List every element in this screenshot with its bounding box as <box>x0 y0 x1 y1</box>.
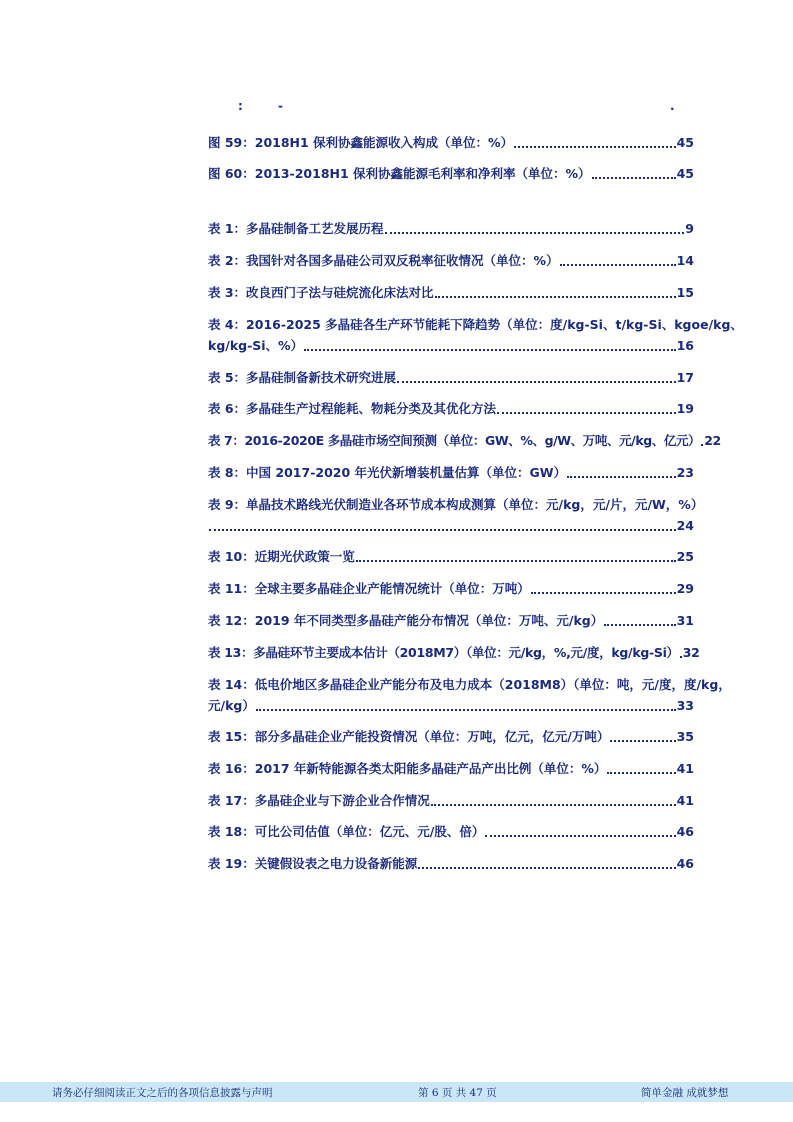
toc-entry-table-8[interactable] <box>208 464 694 482</box>
toc-entry-page: 32 <box>682 645 700 660</box>
dot-leader <box>397 380 676 383</box>
toc-entry-table-2[interactable] <box>208 252 694 270</box>
dot-leader <box>431 803 676 806</box>
toc-entry-page: 22 <box>704 433 721 448</box>
toc-entry-page: 41 <box>676 761 694 776</box>
toc-entry-label: 表 18：可比公司估值（单位：亿元、元/股、倍） <box>208 824 485 839</box>
toc-entry-page: 15 <box>676 285 694 300</box>
toc-entry-page: 9 <box>685 221 694 236</box>
toc-entry-page: 19 <box>676 401 694 416</box>
dot-leader <box>485 834 675 837</box>
header-dash: - <box>278 99 283 113</box>
toc-entry-table-6[interactable] <box>208 400 694 418</box>
toc-entry-label: 表 11：全球主要多晶硅企业产能情况统计（单位：万吨） <box>208 581 530 596</box>
toc-entry-page: 25 <box>676 549 694 564</box>
toc-entry-page: 23 <box>676 465 694 480</box>
toc-entry-page: 31 <box>676 613 694 628</box>
toc-entry-table-18[interactable] <box>208 823 694 841</box>
toc-entry-table-9[interactable] <box>208 496 704 535</box>
footer-slogan: 简单金融 成就梦想 <box>641 1087 729 1099</box>
dot-leader <box>604 623 675 626</box>
dot-leader <box>304 348 676 351</box>
toc-entry-label: 图 60：2013-2018H1 保利协鑫能源毛利率和净利率（单位：%） <box>208 166 591 181</box>
toc-entry-page: 33 <box>676 698 694 713</box>
toc-entry-table-19[interactable] <box>208 855 694 873</box>
dot-leader <box>497 411 676 414</box>
footer-page-info: 第 6 页 共 47 页 <box>418 1087 497 1099</box>
toc-entry-label: 表 3：改良西门子法与硅烷流化床法对比 <box>208 285 434 300</box>
toc-entry-label: 表 6：多晶硅生产过程能耗、物耗分类及其优化方法 <box>208 401 497 416</box>
dot-leader <box>256 708 676 711</box>
dot-leader <box>356 559 676 562</box>
toc-entry-table-16[interactable] <box>208 760 694 778</box>
toc-entry-page: 41 <box>676 793 694 808</box>
dot-leader <box>680 655 682 658</box>
toc-entry-label: 表 12：2019 年不同类型多晶硅产能分布情况（单位：万吨、元/kg） <box>208 613 604 628</box>
toc-entry-label: 表 10：近期光伏政策一览 <box>208 549 355 564</box>
header-dot: . <box>670 99 675 113</box>
dot-leader <box>435 295 676 298</box>
toc-entry-label-line1: 表 14：低电价地区多晶硅企业产能分布及电力成本（2018M8）（单位：吨，元/度，度/kg， <box>208 677 731 692</box>
toc-entry-table-12[interactable] <box>208 612 694 630</box>
toc-entry-page: 17 <box>676 370 694 385</box>
toc-entry-table-5[interactable] <box>208 369 694 387</box>
toc-entry-table-4[interactable] <box>208 316 743 355</box>
toc-entry-label-line1: 表 9：单晶技术路线光伏制造业各环节成本构成测算（单位：元/kg，元/片，元/W，%） <box>208 497 704 512</box>
dot-leader <box>385 231 685 234</box>
dot-leader <box>567 475 676 478</box>
toc-entry-table-13[interactable] <box>208 644 700 662</box>
toc-entry-table-10[interactable] <box>208 548 694 566</box>
toc-entry-page: 46 <box>676 824 694 839</box>
dot-leader <box>560 263 676 266</box>
toc-entry-table-7[interactable] <box>208 432 721 450</box>
toc-entry-label: 元/kg） <box>208 698 255 713</box>
dot-leader <box>592 176 676 179</box>
toc-entry-table-11[interactable] <box>208 580 694 598</box>
toc-entry-label: 表 8：中国 2017-2020 年光伏新增装机量估算（单位：GW） <box>208 465 567 480</box>
toc-entry-label-line1: 表 4：2016-2025 多晶硅各生产环节能耗下降趋势（单位：度/kg-Si、t/kg-Si、kgoe/kg、 <box>208 317 743 332</box>
page-footer <box>0 1082 793 1102</box>
toc-entry-label: 表 15：部分多晶硅企业产能投资情况（单位：万吨，亿元，亿元/万吨） <box>208 729 610 744</box>
toc-entry-page: 14 <box>676 253 694 268</box>
toc-entry-page: 29 <box>676 581 694 596</box>
toc-entry-page: 46 <box>676 856 694 871</box>
toc-entry-figure-60[interactable] <box>208 165 694 183</box>
toc-entry-label: 表 19：关键假设表之电力设备新能源 <box>208 856 418 871</box>
dot-leader <box>209 528 676 531</box>
footer-disclaimer: 请务必仔细阅读正文之后的各项信息披露与声明 <box>52 1087 273 1099</box>
toc-entry-label: 表 16：2017 年新特能源各类太阳能多晶硅产品产出比例（单位：%） <box>208 761 607 776</box>
toc-entry-label: 表 17：多晶硅企业与下游企业合作情况 <box>208 793 430 808</box>
toc-entry-label: 表 1：多晶硅制备工艺发展历程 <box>208 221 384 236</box>
dot-leader <box>531 591 676 594</box>
toc-header-fragment <box>208 99 673 117</box>
dot-leader <box>610 739 675 742</box>
toc-entry-label: 图 59：2018H1 保利协鑫能源收入构成（单位：%） <box>208 135 514 150</box>
toc-entry-figure-59[interactable] <box>208 134 694 152</box>
toc-entry-label: 表 5：多晶硅制备新技术研究进展 <box>208 370 397 385</box>
toc-entry-label: 表 7：2016-2020E 多晶硅市场空间预测（单位：GW、%、g/W、万吨、元/kg、亿元） <box>208 433 701 448</box>
toc-entry-page: 45 <box>676 166 694 181</box>
toc-entry-label: 表 13：多晶硅环节主要成本估计（2018M7）（单位：元/kg，%,元/度，kg/kg-Si） <box>208 645 679 660</box>
toc-entry-table-3[interactable] <box>208 284 694 302</box>
toc-entry-label: kg/kg-Si、%） <box>208 338 304 353</box>
dot-leader <box>418 866 675 869</box>
toc-entry-table-17[interactable] <box>208 792 694 810</box>
toc-entry-page: 45 <box>676 135 694 150</box>
dot-leader <box>701 443 703 446</box>
toc-entry-page: 16 <box>676 338 694 353</box>
toc-entry-page: 24 <box>676 518 694 533</box>
dot-leader <box>514 145 676 148</box>
toc-entry-label: 表 2：我国针对各国多晶硅公司双反税率征收情况（单位：%） <box>208 253 559 268</box>
toc-entry-page: 35 <box>676 729 694 744</box>
toc-entry-table-14[interactable] <box>208 676 731 715</box>
toc-entry-table-15[interactable] <box>208 728 694 746</box>
header-colon: : <box>238 99 243 113</box>
toc-entry-table-1[interactable] <box>208 220 694 238</box>
dot-leader <box>607 771 675 774</box>
